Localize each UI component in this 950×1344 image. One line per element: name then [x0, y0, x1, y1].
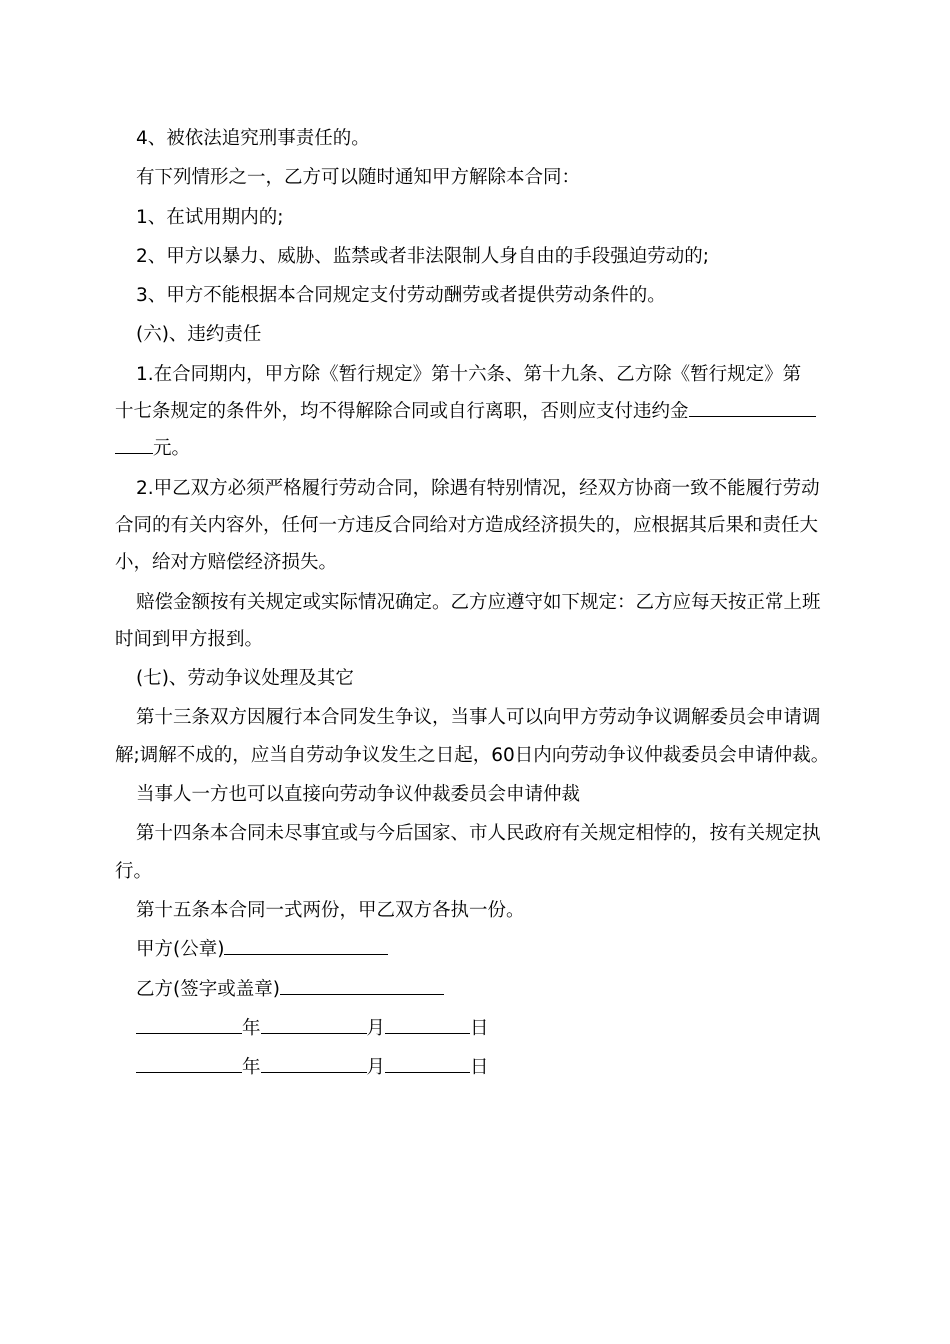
year-label: 年 — [242, 1017, 261, 1039]
document-body — [115, 120, 835, 1088]
article-14: 第十四条本合同未尽事宜或与今后国家、市人民政府有关规定相悖的，按有关规定执行。 — [115, 823, 821, 882]
penalty-amount-blank-continued — [115, 432, 153, 454]
clause-item-3: 3、甲方不能根据本合同规定支付劳动酬劳或者提供劳动条件的。 — [136, 285, 666, 307]
party-b-signature-blank — [280, 972, 444, 994]
clause-item-2: 2、甲方以暴力、威胁、监禁或者非法限制人身自由的手段强迫劳动的; — [136, 245, 710, 267]
clause-item-4: 4、被依法追究刑事责任的。 — [136, 128, 370, 149]
year-blank — [136, 1051, 242, 1073]
article-15: 第十五条本合同一式两份，甲乙双方各执一份。 — [136, 899, 525, 921]
compensation-clause: 赔偿金额按有关规定或实际情况确定。乙方应遵守如下规定：乙方应每天按正常上班时间到甲方报到。 — [115, 591, 821, 650]
section-heading-liability: (六)、违约责任 — [136, 324, 262, 346]
month-label: 月 — [366, 1057, 386, 1079]
liability-clause-1-line-1: 1.在合同期内，甲方除《暂行规定》第十六条、第十九条、乙方除《暂行规定》第 — [136, 363, 802, 385]
liability-clause-1-line-3 — [115, 430, 835, 467]
penalty-amount-blank — [689, 395, 816, 417]
party-a-seal-blank — [224, 933, 388, 955]
party-b-signature-line — [115, 971, 835, 1008]
year-blank — [136, 1012, 242, 1034]
month-label: 月 — [366, 1017, 386, 1039]
liability-clause-1-line-2 — [115, 393, 835, 430]
party-b-label: 乙方(签字或盖章) — [136, 978, 280, 1000]
day-label: 日 — [470, 1017, 489, 1039]
clause-heading-termination: 有下列情形之一，乙方可以随时通知甲方解除本合同： — [136, 167, 581, 189]
date-line-party-b — [115, 1049, 835, 1086]
party-a-signature-line — [115, 931, 835, 968]
liability-clause-1-text: 十七条规定的条件外，均不得解除合同或自行离职，否则应支付违约金 — [115, 401, 689, 423]
month-blank — [261, 1051, 367, 1073]
month-blank — [261, 1012, 367, 1034]
day-blank — [385, 1012, 470, 1034]
party-a-label: 甲方(公章) — [136, 939, 225, 961]
arbitration-note: 当事人一方也可以直接向劳动争议仲裁委员会申请仲裁 — [136, 784, 581, 806]
liability-clause-1 — [115, 356, 835, 468]
currency-unit: 元。 — [153, 438, 191, 460]
section-heading-disputes: (七)、劳动争议处理及其它 — [136, 668, 354, 690]
day-label: 日 — [470, 1057, 489, 1079]
clause-item-1: 1、在试用期内的; — [136, 206, 284, 228]
day-blank — [385, 1051, 470, 1073]
date-line-party-a — [115, 1010, 835, 1047]
year-label: 年 — [242, 1057, 261, 1079]
article-13: 第十三条双方因履行本合同发生争议，当事人可以向甲方劳动争议调解委员会申请调解;调解不成的，应当自劳动争议发生之日起，60日内向劳动争议仲裁委员会申请仲裁。 — [115, 707, 830, 766]
liability-clause-2: 2.甲乙双方必须严格履行劳动合同，除遇有特别情况，经双方协商一致不能履行劳动合同的有关内容外，任何一方违反合同给对方造成经济损失的，应根据其后果和责任大小，给对方赔偿经济损失。 — [115, 477, 820, 574]
